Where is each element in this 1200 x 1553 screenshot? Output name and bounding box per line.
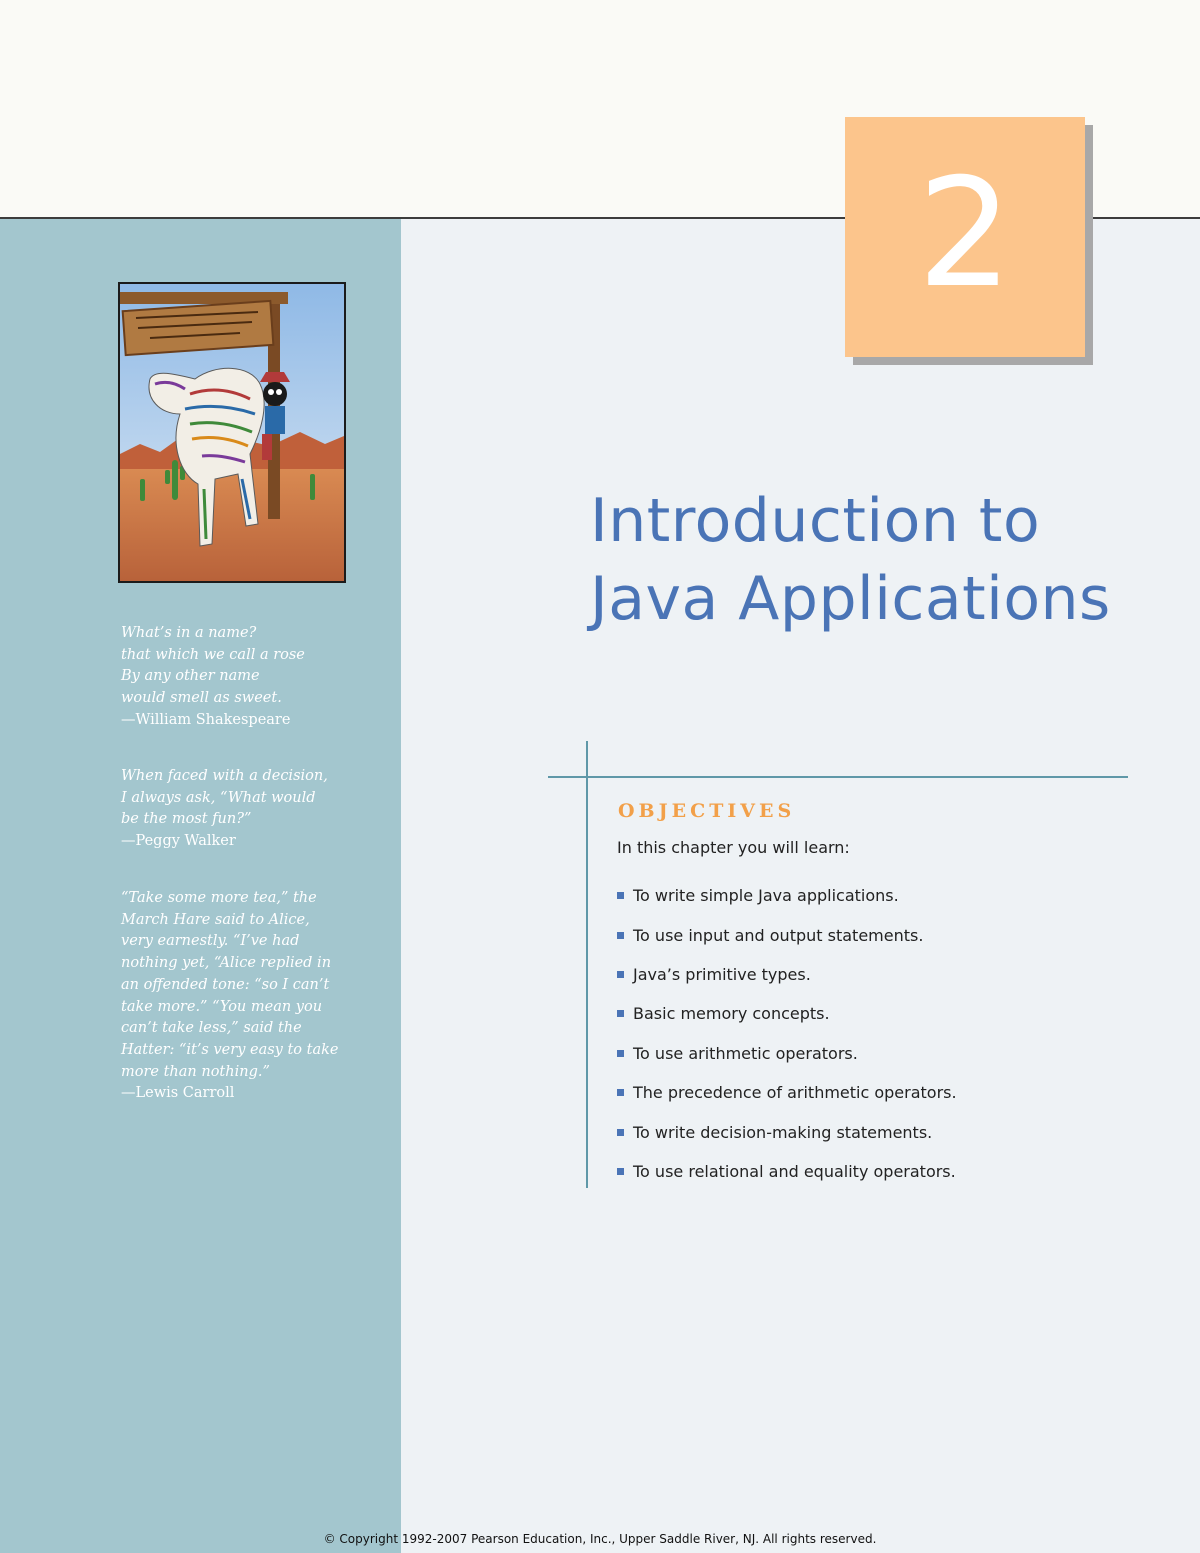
quote-line: would smell as sweet. <box>121 690 282 707</box>
quote-attribution: —Lewis Carroll <box>121 1085 235 1102</box>
quote-line: What’s in a name? <box>121 625 257 641</box>
objective-text: To use input and output statements. <box>633 925 924 945</box>
square-bullet-icon <box>617 1010 624 1017</box>
quote-line: be the most fun?” <box>121 811 252 828</box>
objectives-horizontal-rule <box>548 776 1128 778</box>
quote-line: When faced with a decision, <box>121 768 328 784</box>
epigraph-quote <box>121 888 338 1105</box>
objective-item <box>617 1112 957 1151</box>
square-bullet-icon <box>617 1089 624 1096</box>
objective-item <box>617 1034 957 1073</box>
square-bullet-icon <box>617 971 624 978</box>
epigraph-quote <box>121 766 328 853</box>
objective-text: The precedence of arithmetic operators. <box>633 1083 957 1103</box>
square-bullet-icon <box>617 932 624 939</box>
epigraph-quote <box>121 623 305 732</box>
square-bullet-icon <box>617 1168 624 1175</box>
quote-line: take more.” “You mean you <box>121 998 323 1015</box>
quote-line: March Hare said to Alice, <box>121 911 310 928</box>
objective-text: To use arithmetic operators. <box>633 1043 858 1063</box>
objective-text: To write simple Java applications. <box>633 886 899 906</box>
objective-text: To use relational and equality operators. <box>633 1161 956 1181</box>
objective-item <box>617 1152 957 1191</box>
quote-attribution: —William Shakespeare <box>121 711 291 728</box>
objective-text: To write decision-making statements. <box>633 1122 933 1142</box>
objectives-heading: OBJECTIVES <box>618 800 796 822</box>
objectives-list <box>617 876 957 1191</box>
quote-line: that which we call a rose <box>121 646 305 663</box>
chapter-number: 2 <box>917 147 1013 321</box>
objective-item <box>617 994 957 1033</box>
quote-line: an offended tone: “so I can’t <box>121 976 330 993</box>
quote-attribution: —Peggy Walker <box>121 833 236 850</box>
objective-text: Basic memory concepts. <box>633 1004 830 1024</box>
objective-text: Java’s primitive types. <box>633 964 811 984</box>
square-bullet-icon <box>617 892 624 899</box>
square-bullet-icon <box>617 1050 624 1057</box>
objective-item <box>617 915 957 954</box>
quote-line: “Take some more tea,” the <box>121 890 317 906</box>
quote-line: more than nothing.” <box>121 1063 270 1080</box>
quote-line: very earnestly. “I’ve had <box>121 933 300 950</box>
square-bullet-icon <box>617 1129 624 1136</box>
objectives-intro: In this chapter you will learn: <box>617 838 850 857</box>
quote-line: By any other name <box>121 668 260 685</box>
copyright-footer: © Copyright 1992-2007 Pearson Education, Inc., Upper Saddle River, NJ. All rights reserved. <box>323 1532 877 1546</box>
quote-line: Hatter: “it’s very easy to take <box>121 1041 339 1058</box>
quote-line: nothing yet, “Alice replied in <box>121 955 332 972</box>
quote-line: I always ask, “What would <box>121 789 316 806</box>
objective-item <box>617 1073 957 1112</box>
objective-item <box>617 876 957 915</box>
chapter-title-line-1: Introduction to <box>590 486 1041 556</box>
chapter-title <box>590 482 1190 638</box>
objectives-vertical-rule <box>586 741 588 1188</box>
chapter-illustration <box>118 282 346 583</box>
chapter-title-line-2: Java Applications <box>590 564 1111 634</box>
objective-item <box>617 955 957 994</box>
quote-line: can’t take less,” said the <box>121 1020 302 1037</box>
